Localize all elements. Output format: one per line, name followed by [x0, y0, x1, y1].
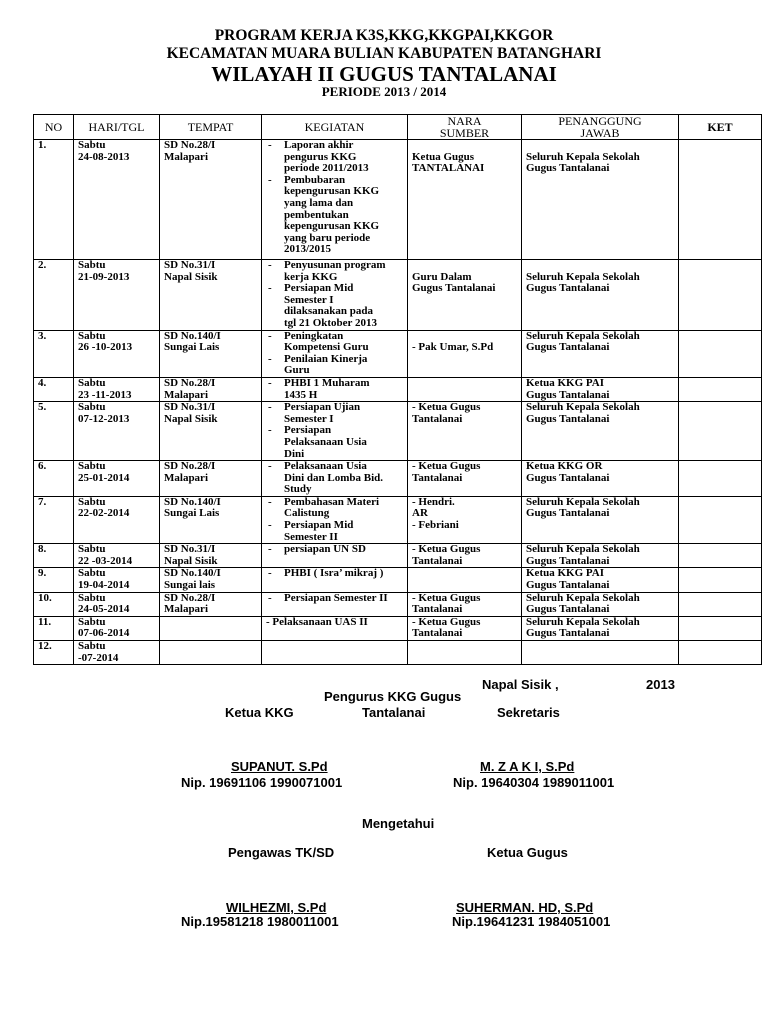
activity-line: kepengurusan KKG [284, 220, 380, 233]
responsible-line: Gugus Tantalanai [526, 341, 610, 354]
cell-responsible [522, 402, 679, 461]
cell-date [74, 496, 160, 543]
cell-ket [679, 641, 762, 665]
table-body [34, 140, 762, 665]
activity-line: Peningkatan [284, 329, 344, 342]
cell-ket [679, 496, 762, 543]
cell-activity [262, 496, 408, 543]
responsible-line: Gugus Tantalanai [526, 471, 610, 484]
table-row [34, 641, 762, 665]
cell-activity [262, 402, 408, 461]
activity-line: dilaksanakan pada [284, 305, 373, 318]
cell-activity [262, 568, 408, 592]
cell-place [160, 496, 262, 543]
activity-line: yang baru periode [284, 231, 371, 244]
cell-speaker [408, 544, 522, 568]
activity-list [266, 544, 403, 556]
cell-activity [262, 461, 408, 497]
responsible-line: Gugus Tantalanai [526, 507, 610, 520]
day-label: Sabtu [78, 376, 106, 389]
cell-responsible [522, 461, 679, 497]
day-label: Sabtu [78, 259, 106, 271]
place-line: SD No.140/I [164, 567, 221, 580]
date-value: 26 -10-2013 [78, 341, 133, 354]
cell-date [74, 140, 160, 260]
activity-item [266, 354, 403, 377]
activity-line: Pembubaran [284, 173, 346, 186]
speaker-line: - Ketua Gugus [412, 615, 481, 628]
bullet-dash: - [268, 173, 272, 186]
cell-ket [679, 461, 762, 497]
activity-line: Dini dan Lomba Bid. [284, 471, 384, 484]
bullet-dash: - [268, 282, 272, 295]
cell-activity [262, 544, 408, 568]
day-label: Sabtu [78, 567, 106, 580]
day-label: Sabtu [78, 401, 106, 414]
activity-item [266, 593, 403, 605]
signature-name-cluster-head: SUHERMAN. HD, S.Pd [456, 900, 594, 915]
cell-date [74, 544, 160, 568]
cell-no: 12. [34, 641, 74, 665]
bullet-dash: - [268, 352, 272, 365]
cell-responsible [522, 616, 679, 640]
cell-activity [262, 140, 408, 260]
table-row [34, 140, 762, 260]
place-line: SD No.28/I [164, 376, 216, 389]
date-value: 24-05-2014 [78, 603, 130, 616]
date-value: 24-08-2013 [78, 150, 130, 163]
cell-date [74, 402, 160, 461]
cell-speaker [408, 461, 522, 497]
activity-item [266, 568, 403, 580]
responsible-line [526, 260, 674, 272]
day-label: Sabtu [78, 329, 106, 342]
cell-ket [679, 402, 762, 461]
activity-line: PHBI ( Isra’ mikraj ) [284, 567, 384, 580]
doc-period: PERIODE 2013 / 2014 [321, 84, 447, 99]
responsible-line: Seluruh Kepala Sekolah [526, 495, 640, 508]
col-header-no: NO [34, 115, 74, 140]
speaker-line: Ketua Gugus [412, 150, 475, 163]
activity-line: kepengurusan KKG [284, 185, 380, 198]
cell-ket [679, 330, 762, 377]
responsible-line: Gugus Tantalanai [526, 554, 610, 567]
activity-line: Study [284, 483, 312, 496]
activity-line: Persiapan Semester II [284, 591, 388, 604]
activity-line: Semester I [284, 293, 334, 306]
responsible-line: Gugus Tantalanai [526, 388, 610, 401]
signature-name-chair: SUPANUT. S.Pd [231, 759, 328, 774]
place-line: SD No.28/I [164, 139, 216, 151]
footer-place-date: Napal Sisik , [482, 677, 559, 692]
activity-list [266, 402, 403, 460]
cell-date [74, 461, 160, 497]
speaker-line: AR [412, 507, 428, 520]
table-row [34, 330, 762, 377]
cell-no: 9. [34, 568, 74, 592]
table-row [34, 402, 762, 461]
bullet-dash: - [268, 591, 272, 604]
activity-line: Dini [284, 447, 305, 460]
responsible-line: Gugus Tantalanai [526, 412, 610, 425]
place-line: SD No.28/I [164, 591, 216, 604]
cell-no: 6. [34, 461, 74, 497]
footer-right-role: Sekretaris [497, 705, 560, 720]
activity-line: Kompetensi Guru [284, 341, 369, 354]
activity-line: 1435 H [284, 388, 318, 401]
cell-no: 2. [34, 260, 74, 331]
speaker-line: Tantalanai [412, 627, 463, 640]
speaker-line: Tantalanai [412, 554, 463, 567]
cell-no: 1. [34, 140, 74, 260]
cell-responsible [522, 641, 679, 665]
cell-responsible [522, 330, 679, 377]
cell-place [160, 641, 262, 665]
activity-list [266, 140, 403, 256]
cell-speaker [408, 568, 522, 592]
date-value: 23 -11-2013 [78, 388, 132, 401]
responsible-line: Seluruh Kepala Sekolah [526, 150, 640, 163]
activity-item [266, 331, 403, 354]
place-line: SD No.31/I [164, 543, 216, 556]
cell-speaker [408, 140, 522, 260]
cell-date [74, 568, 160, 592]
speaker-line: - Ketua Gugus [412, 543, 481, 556]
activity-line: Persiapan Mid [284, 282, 354, 295]
cell-place [160, 330, 262, 377]
cell-speaker [408, 592, 522, 616]
responsible-line: Gugus Tantalanai [526, 603, 610, 616]
activity-list [266, 260, 403, 330]
activity-item [266, 425, 403, 460]
footer-year: 2013 [646, 677, 675, 692]
place-line: Napal Sisik [164, 270, 218, 283]
table-row [34, 496, 762, 543]
speaker-line: - Ketua Gugus [412, 460, 481, 473]
cell-speaker [408, 330, 522, 377]
bullet-dash: - [268, 567, 272, 580]
activity-line: periode 2011/2013 [284, 162, 369, 175]
doc-title-line2: KECAMATAN MUARA BULIAN KABUPATEN BATANGHARI [166, 45, 602, 62]
day-label: Sabtu [78, 460, 106, 473]
cell-responsible [522, 592, 679, 616]
responsible-line: Gugus Tantalanai [526, 627, 610, 640]
cell-date [74, 260, 160, 331]
signature-nip-secretary: Nip. 19640304 1989011001 [453, 775, 615, 790]
col-header-responsible: PENANGGUNG JAWAB [522, 115, 679, 140]
place-line: Malapari [164, 150, 208, 163]
activity-line: Guru [284, 364, 310, 377]
responsible-line: Gugus Tantalanai [526, 579, 610, 592]
activity-line: Pembahasan Materi [284, 495, 380, 508]
cell-speaker [408, 496, 522, 543]
cell-date [74, 641, 160, 665]
place-line: SD No.31/I [164, 259, 216, 271]
activity-line: Laporan akhir [284, 139, 354, 151]
speaker-line: - Pak Umar, S.Pd [412, 341, 494, 354]
cell-activity [262, 616, 408, 640]
activity-item [266, 378, 403, 401]
cell-ket [679, 140, 762, 260]
activity-list [266, 461, 403, 496]
place-line: SD No.28/I [164, 460, 216, 473]
day-label: Sabtu [78, 543, 106, 556]
cell-responsible [522, 377, 679, 401]
activity-line: Penilaian Kinerja [284, 352, 368, 365]
responsible-line: Gugus Tantalanai [526, 162, 610, 175]
col-header-date: HARI/TGL [74, 115, 160, 140]
place-line: Malapari [164, 388, 208, 401]
activity-line: Persiapan Ujian [284, 401, 361, 414]
cell-no: 10. [34, 592, 74, 616]
place-line: Malapari [164, 471, 208, 484]
bullet-dash: - [268, 376, 272, 389]
place-line: Sungai lais [164, 579, 216, 592]
cell-ket [679, 544, 762, 568]
activity-line: pembentukan [284, 208, 349, 221]
activity-line: pengurus KKG [284, 150, 357, 163]
activity-line: Calistung [284, 507, 330, 520]
table-row [34, 592, 762, 616]
speaker-line: Tantalanai [412, 471, 463, 484]
activity-line: tgl 21 Oktober 2013 [284, 316, 377, 329]
cell-activity [262, 330, 408, 377]
speaker-line [412, 260, 517, 272]
cell-place [160, 140, 262, 260]
cell-no: 4. [34, 377, 74, 401]
activity-line: Pelaksanaan Usia [284, 435, 367, 448]
cell-place [160, 461, 262, 497]
signature-nip-chair: Nip. 19691106 1990071001 [181, 775, 343, 790]
date-value: 07-12-2013 [78, 412, 130, 425]
cell-responsible [522, 544, 679, 568]
activity-item [266, 461, 403, 496]
activity-item [266, 497, 403, 520]
activity-line: Penyusunan program [284, 259, 386, 271]
table-header-row [34, 115, 762, 140]
cell-speaker [408, 260, 522, 331]
speaker-line: Tantalanai [412, 603, 463, 616]
activity-line: Semester II [284, 530, 338, 543]
bullet-dash: - [268, 543, 272, 556]
table-row [34, 260, 762, 331]
bullet-dash: - [268, 329, 272, 342]
speaker-line: - Hendri. [412, 495, 455, 508]
activity-list [266, 378, 403, 401]
cell-ket [679, 616, 762, 640]
cell-activity [262, 260, 408, 331]
activity-list [266, 497, 403, 543]
responsible-line: Seluruh Kepala Sekolah [526, 329, 640, 342]
activity-item [266, 402, 403, 425]
cell-speaker [408, 402, 522, 461]
cell-place [160, 616, 262, 640]
date-value: 22-02-2014 [78, 507, 130, 520]
responsible-line: Seluruh Kepala Sekolah [526, 270, 640, 283]
cell-no: 8. [34, 544, 74, 568]
responsible-line: Ketua KKG OR [526, 460, 603, 473]
cell-place [160, 377, 262, 401]
cell-place [160, 260, 262, 331]
day-label: Sabtu [78, 615, 106, 628]
activity-line: Persiapan [284, 424, 332, 437]
cell-responsible [522, 496, 679, 543]
responsible-line: Ketua KKG PAI [526, 376, 605, 389]
cell-place [160, 568, 262, 592]
acknowledged-label: Mengetahui [362, 816, 435, 831]
responsible-line: Gugus Tantalanai [526, 282, 610, 295]
cell-place [160, 544, 262, 568]
cell-no: 5. [34, 402, 74, 461]
activity-line: Persiapan Mid [284, 519, 354, 532]
date-value: -07-2014 [78, 651, 119, 664]
bullet-dash: - [268, 259, 272, 271]
cell-speaker [408, 616, 522, 640]
responsible-line: Ketua KKG PAI [526, 567, 605, 580]
activity-list [266, 568, 403, 580]
signature-name-supervisor: WILHEZMI, S.Pd [226, 900, 327, 915]
date-value: 07-06-2014 [78, 627, 130, 640]
day-label: Sabtu [78, 640, 106, 652]
doc-title-line1: PROGRAM KERJA K3S,KKG,KKGPAI,KKGOR [214, 27, 554, 44]
place-line: Malapari [164, 603, 208, 616]
cell-ket [679, 592, 762, 616]
date-value: 22 -03-2014 [78, 554, 133, 567]
cell-responsible [522, 568, 679, 592]
cell-date [74, 616, 160, 640]
bullet-dash: - [268, 460, 272, 473]
activity-item [266, 283, 403, 329]
cell-activity [262, 377, 408, 401]
responsible-line [526, 140, 674, 152]
place-line: SD No.140/I [164, 495, 221, 508]
speaker-line: - Febriani [412, 519, 459, 532]
cell-date [74, 330, 160, 377]
activity-line: Semester I [284, 412, 334, 425]
speaker-line: TANTALANAI [412, 162, 485, 175]
bullet-dash: - [268, 519, 272, 532]
bullet-dash: - [268, 139, 272, 151]
activity-item [266, 175, 403, 256]
signature-role-cluster-head: Ketua Gugus [487, 845, 568, 860]
cell-activity [262, 592, 408, 616]
table-row [34, 377, 762, 401]
footer-middle-text: Tantalanai [362, 705, 426, 720]
table-row [34, 544, 762, 568]
place-line: Napal Sisik [164, 412, 218, 425]
activity-item [266, 260, 403, 283]
cell-no: 7. [34, 496, 74, 543]
activity-list [266, 331, 403, 377]
bullet-dash: - [268, 401, 272, 414]
activity-line: 2013/2015 [284, 243, 332, 256]
place-line: Sungai Lais [164, 507, 220, 520]
activity-item [266, 520, 403, 543]
place-line: Sungai Lais [164, 341, 220, 354]
signature-nip-cluster-head: Nip.19641231 1984051001 [452, 914, 611, 929]
table-row [34, 568, 762, 592]
activity-line: PHBI 1 Muharam [284, 376, 370, 389]
speaker-line: Gugus Tantalanai [412, 282, 496, 295]
activity-line: persiapan UN SD [284, 543, 366, 556]
activity-item [266, 544, 403, 556]
date-value: 25-01-2014 [78, 471, 130, 484]
signature-name-secretary: M. Z A K I, S.Pd [480, 759, 575, 774]
footer-org-line: Pengurus KKG Gugus [324, 689, 462, 704]
signature-role-supervisor: Pengawas TK/SD [228, 845, 335, 860]
cell-place [160, 592, 262, 616]
doc-title-line3: WILAYAH II GUGUS TANTALANAI [211, 62, 557, 86]
day-label: Sabtu [78, 591, 106, 604]
activity-list [266, 593, 403, 605]
date-value: 21-09-2013 [78, 270, 130, 283]
col-header-speaker: NARA SUMBER [408, 115, 522, 140]
col-header-ket: KET [679, 115, 762, 140]
col-header-activity: KEGIATAN [262, 115, 408, 140]
speaker-line [412, 140, 517, 152]
table-row [34, 461, 762, 497]
bullet-dash: - [268, 495, 272, 508]
cell-ket [679, 260, 762, 331]
col-header-place: TEMPAT [160, 115, 262, 140]
responsible-line: Seluruh Kepala Sekolah [526, 401, 640, 414]
cell-speaker [408, 377, 522, 401]
responsible-line: Seluruh Kepala Sekolah [526, 543, 640, 556]
activity-line: Pelaksanaan Usia [284, 460, 367, 473]
table-row [34, 616, 762, 640]
cell-speaker [408, 641, 522, 665]
responsible-line: Seluruh Kepala Sekolah [526, 591, 640, 604]
responsible-line: Seluruh Kepala Sekolah [526, 615, 640, 628]
activity-item [266, 140, 403, 175]
date-value: 19-04-2014 [78, 579, 130, 592]
cell-responsible [522, 260, 679, 331]
program-table [33, 114, 762, 665]
cell-place [160, 402, 262, 461]
speaker-line: Guru Dalam [412, 270, 472, 283]
cell-no: 3. [34, 330, 74, 377]
cell-ket [679, 568, 762, 592]
activity-line: kerja KKG [284, 270, 338, 283]
place-line: SD No.140/I [164, 329, 221, 342]
footer-left-role: Ketua KKG [225, 705, 294, 720]
speaker-line: - Ketua Gugus [412, 401, 481, 414]
speaker-line: Tantalanai [412, 412, 463, 425]
bullet-dash: - [268, 424, 272, 437]
cell-activity [262, 641, 408, 665]
cell-date [74, 377, 160, 401]
cell-responsible [522, 140, 679, 260]
signature-nip-supervisor: Nip.19581218 1980011001 [181, 914, 339, 929]
speaker-line: - Ketua Gugus [412, 591, 481, 604]
activity-line: yang lama dan [284, 196, 354, 209]
cell-no: 11. [34, 616, 74, 640]
day-label: Sabtu [78, 139, 106, 151]
cell-ket [679, 377, 762, 401]
day-label: Sabtu [78, 495, 106, 508]
place-line: Napal Sisik [164, 554, 218, 567]
activity-text: - Pelaksanaan UAS II [266, 615, 368, 628]
cell-date [74, 592, 160, 616]
place-line: SD No.31/I [164, 401, 216, 414]
